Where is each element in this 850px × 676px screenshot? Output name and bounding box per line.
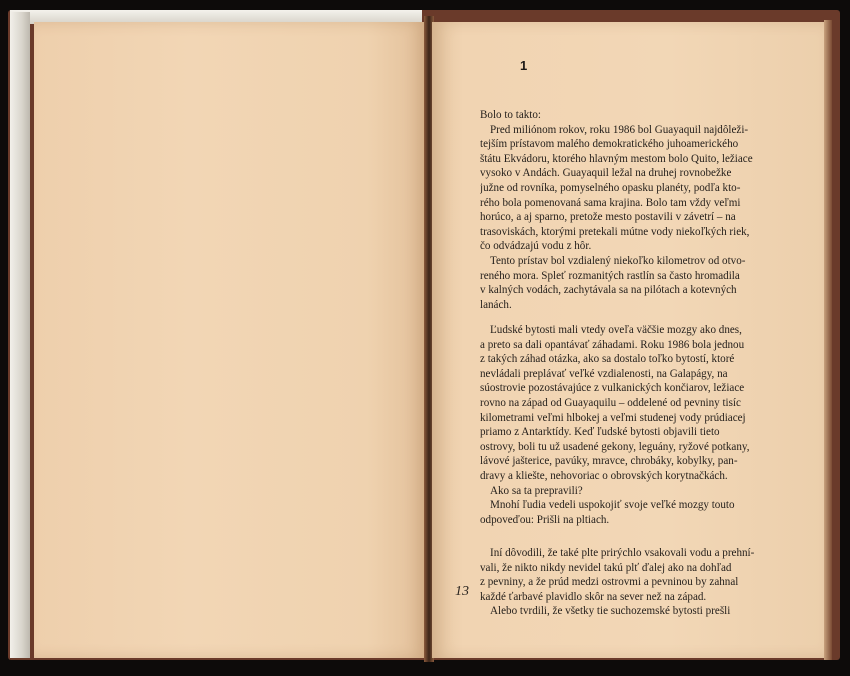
- text-section-3: [480, 546, 790, 619]
- text-line: Alebo tvrdili, že všetky tie suchozemské bytosti prešli: [490, 605, 731, 618]
- text-line: a preto sa dali opantávať záhadami. Roku 1986 bola jednou: [480, 338, 745, 351]
- text-section-1: [480, 108, 790, 312]
- text-line: súostrovie pozostávajúce z vulkanických končiarov, ležiace: [480, 382, 745, 395]
- text-line: priamo z Antarktídy. Keď ľudské bytosti objavili tieto: [480, 426, 720, 439]
- text-line: horúco, a aj sparno, pretože mesto postavili v závetrí – na: [480, 211, 736, 224]
- text-line: tejším prístavom malého demokratického juhoamerického: [480, 138, 739, 151]
- text-line: dravy a kliešte, nehovoriac o obrovských korytnačkách.: [480, 469, 728, 482]
- text-line: rovno na západ od Guayaquilu – oddelené od pevniny tisíc: [480, 396, 741, 409]
- text-line: Mnohí ľudia vedeli uspokojiť svoje veľké mozgy touto: [490, 499, 735, 512]
- cover-cloth-spine-left: [10, 12, 30, 658]
- text-line: štátu Ekvádoru, ktorého hlavným mestom bolo Quito, ležiace: [480, 152, 753, 165]
- text-line: ostrovy, boli tu už usadené gekony, leguány, ryžové potkany,: [480, 440, 750, 453]
- left-page-blank: [34, 22, 426, 658]
- text-line: v kalných vodách, zachytávala sa na pilótach a kotevných: [480, 284, 737, 297]
- text-line: čo odvádzajú vodu z hôr.: [480, 240, 592, 253]
- text-line: každé ťarbavé plavidlo skôr na sever než na západ.: [480, 590, 707, 603]
- text-line: Tento prístav bol vzdialený niekoľko kilometrov od otvo-: [490, 254, 746, 267]
- text-section-2: [480, 323, 790, 527]
- text-line: južne od rovníka, pomyselného opasku planéty, podľa kto-: [480, 181, 741, 194]
- text-line: reného mora. Spleť rozmanitých rastlín sa často hromadila: [480, 269, 740, 282]
- chapter-number: 1: [520, 58, 528, 73]
- text-line: Iní dôvodili, že také plte prirýchlo vsakovali vodu a prehní-: [490, 547, 755, 559]
- text-line: z pevniny, a že prúd medzi ostrovmi a pevninou by zahnal: [480, 576, 739, 589]
- page-stack-edge: [824, 20, 832, 660]
- text-line: Bolo to takto:: [480, 109, 542, 121]
- text-line: kilometrami veľmi hlbokej a veľmi studenej vody prúdiacej: [480, 411, 746, 424]
- text-line: vysoko v Andách. Guayaquil ležal na druhej rovnobežke: [480, 167, 732, 180]
- page-number: 13: [455, 584, 469, 599]
- text-line: z takých záhad otázka, ako sa dostalo toľko bytostí, ktoré: [480, 353, 735, 366]
- text-line: trasoviskách, ktorými pretekali mútne vody niekoľkých riek,: [480, 225, 750, 238]
- text-line: nevládali preplávať veľké vzdialenosti, na Galapágy, na: [480, 367, 728, 380]
- text-line: rého bola pomenovaná sama krajina. Bolo tam vždy veľmi: [480, 196, 741, 209]
- text-line: odpoveďou: Prišli na pltiach.: [480, 513, 610, 526]
- text-line: Pred miliónom rokov, roku 1986 bol Guayaquil najdôleži-: [490, 123, 749, 136]
- text-line: Ľudské bytosti mali vtedy oveľa väčšie mozgy ako dnes,: [490, 324, 742, 336]
- text-line: lávové jašterice, pavúky, mravce, chrobáky, kobylky, pan-: [480, 455, 738, 468]
- text-line: Ako sa ta prepravili?: [490, 484, 583, 497]
- text-line: vali, že nikto nikdy nevidel takú plť ďalej ako na dohľad: [480, 561, 732, 574]
- text-line: lanách.: [480, 298, 512, 311]
